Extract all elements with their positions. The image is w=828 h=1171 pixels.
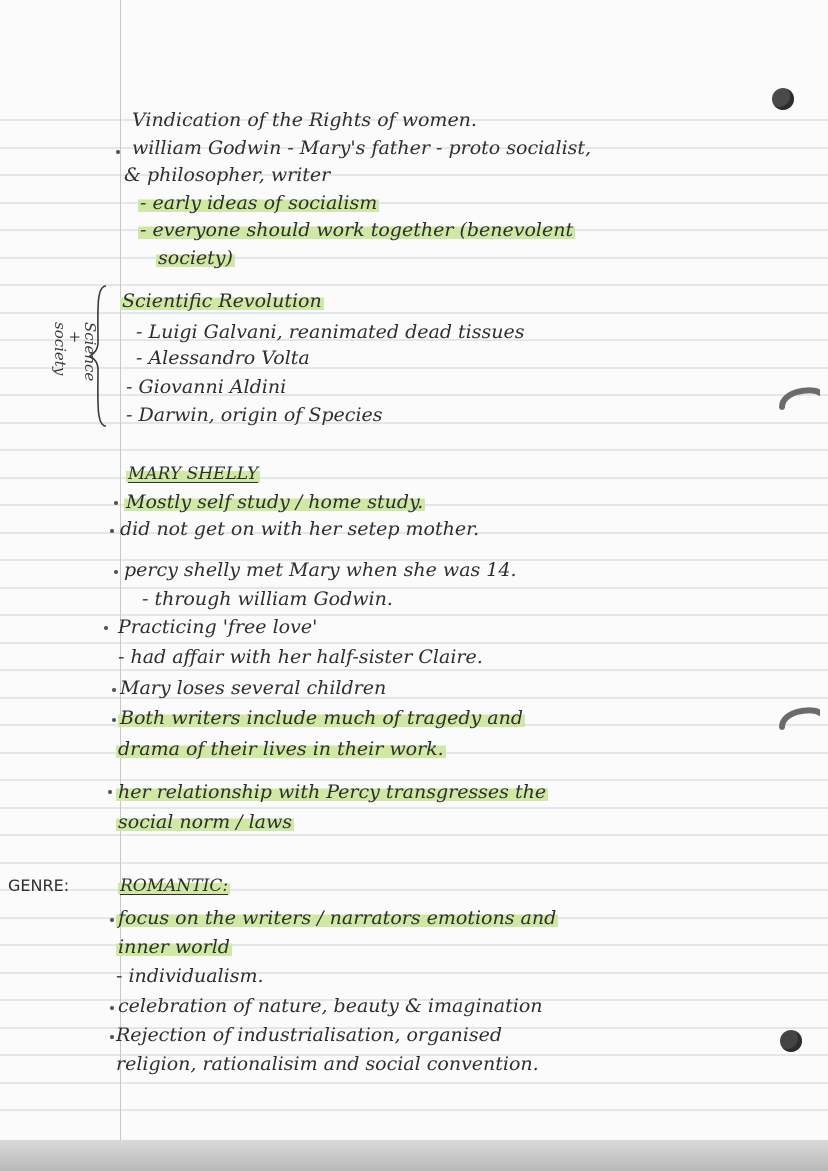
note-line: & philosopher, writer (124, 164, 331, 186)
note-line: Mary loses several children (120, 677, 387, 699)
bullet-dot (116, 150, 120, 154)
note-line: celebration of nature, beauty & imagination (118, 995, 543, 1017)
bullet-dot (112, 688, 116, 692)
heading-romantic (118, 874, 230, 898)
bullet-dot (110, 1035, 114, 1039)
note-line-highlighted (138, 218, 575, 242)
bullet-dot (110, 1006, 114, 1010)
punch-hole-bottom (780, 1030, 802, 1052)
note-line: did not get on with her setep mother. (120, 518, 480, 540)
bullet-dot (108, 790, 112, 794)
binder-ring-icon (776, 385, 820, 411)
note-line: william Godwin - Mary's father - proto socialist, (132, 137, 592, 159)
note-line-highlighted (120, 289, 324, 313)
highlighted-text: MARY SHELLY (128, 464, 259, 484)
note-line-highlighted (116, 810, 294, 834)
highlighted-text: inner world (118, 936, 230, 958)
note-line: - Alessandro Volta (136, 347, 310, 369)
bullet-dot (112, 718, 116, 722)
highlighted-text: - early ideas of socialism (140, 192, 378, 214)
bullet-dot (110, 918, 114, 922)
note-line: - through william Godwin. (142, 588, 393, 610)
curly-brace-icon (88, 282, 112, 430)
highlighted-text: her relationship with Percy transgresses the (118, 781, 547, 803)
note-line: - Luigi Galvani, reanimated dead tissues (136, 321, 525, 343)
note-line-highlighted (124, 490, 425, 514)
punch-hole-top (772, 88, 794, 110)
bullet-dot (114, 501, 118, 505)
highlighted-text: Both writers include much of tragedy and (120, 707, 523, 729)
highlighted-text: Mostly self study / home study. (126, 491, 424, 513)
highlighted-text: ROMANTIC: (120, 876, 229, 896)
binder-ring-icon (776, 705, 820, 731)
note-line: Vindication of the Rights of women. (132, 109, 477, 131)
note-line: - had affair with her half-sister Claire. (118, 646, 483, 668)
highlighted-text: focus on the writers / narrators emotions and (118, 907, 557, 929)
highlighted-text: society) (158, 247, 233, 269)
note-line-highlighted (138, 191, 379, 215)
note-line: religion, rationalisim and social convention. (116, 1053, 539, 1075)
note-line-highlighted (118, 706, 525, 730)
note-line: - Darwin, origin of Species (126, 404, 383, 426)
note-line: - individualism. (116, 965, 264, 987)
bullet-dot (114, 570, 118, 574)
highlighted-text: social norm / laws (118, 811, 293, 833)
heading-mary-shelly (126, 462, 260, 486)
bullet-dot (104, 626, 108, 630)
note-line-highlighted (116, 935, 232, 959)
highlighted-text: drama of their lives in their work. (118, 738, 444, 760)
highlighted-text: Scientific Revolution (122, 290, 322, 312)
page-bottom-edge (0, 1140, 828, 1171)
note-line: Practicing 'free love' (118, 616, 318, 638)
note-line-highlighted (156, 246, 235, 270)
note-line: Rejection of industrialisation, organised (116, 1024, 503, 1046)
bullet-dot (110, 529, 114, 533)
note-line: percy shelly met Mary when she was 14. (124, 559, 517, 581)
side-label-science-society: Science + society (51, 322, 99, 382)
note-line-highlighted (116, 906, 558, 930)
highlighted-text: - everyone should work together (benevolent (140, 219, 574, 241)
note-line: - Giovanni Aldini (126, 376, 287, 398)
note-line-highlighted (116, 780, 548, 804)
genre-label: GENRE: (8, 876, 70, 895)
note-line-highlighted (116, 737, 446, 761)
